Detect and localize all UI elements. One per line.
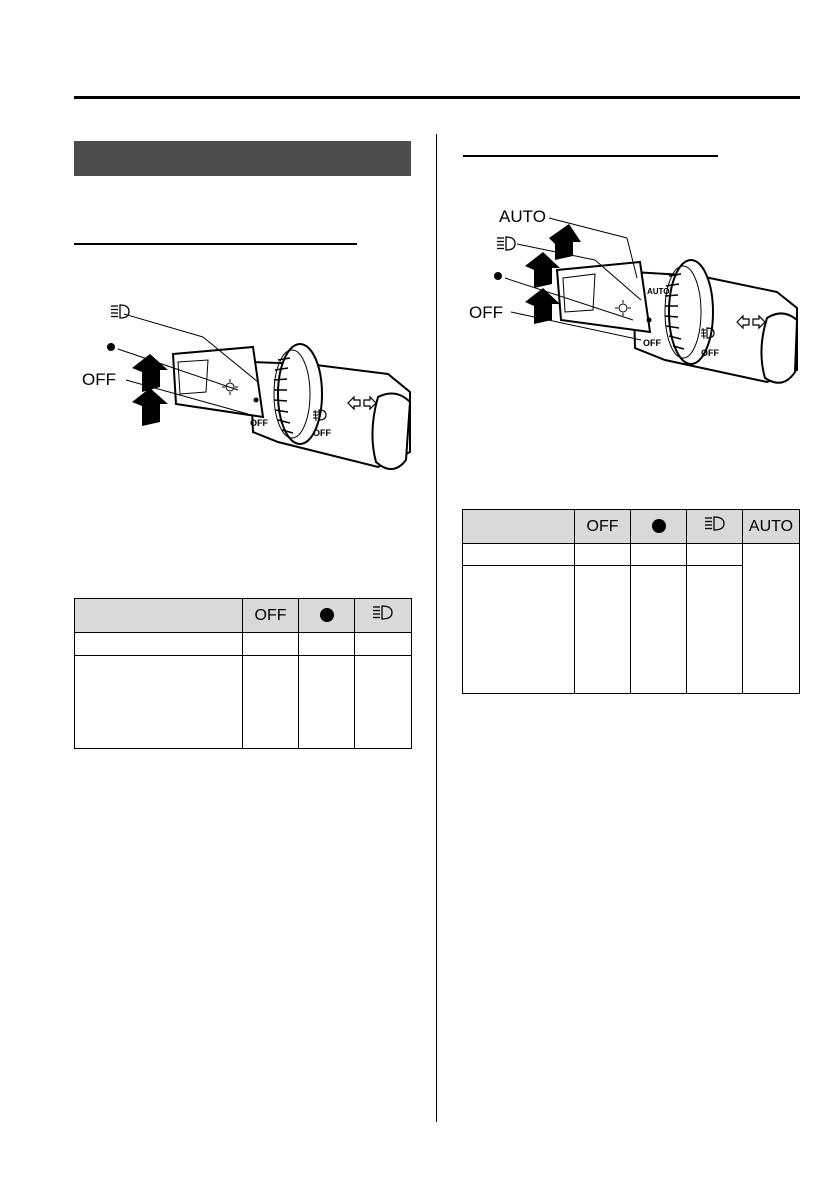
- parking-light-dot-icon: [652, 519, 666, 533]
- headlight-icon: [111, 305, 129, 318]
- column-divider: [436, 134, 437, 1122]
- header-headlight: [355, 599, 412, 633]
- off-label: OFF: [82, 370, 116, 389]
- right-light-table: [462, 509, 800, 694]
- header-blank: [75, 599, 243, 633]
- header-headlight: [687, 510, 743, 544]
- stalk-end-cap: [761, 313, 797, 382]
- knob-auto-text: AUTO: [647, 287, 670, 296]
- table-row: [75, 656, 412, 749]
- header-parking: [631, 510, 687, 544]
- header-off: OFF: [243, 599, 299, 633]
- auto-merged-cell: [743, 544, 800, 694]
- left-light-table: [74, 598, 412, 749]
- table-header-row: [463, 510, 800, 544]
- knob-parking-dot: [254, 398, 259, 403]
- parking-light-dot-icon: [494, 272, 502, 280]
- auto-label: AUTO: [499, 207, 546, 226]
- table-row: [75, 633, 412, 656]
- parking-light-dot-icon: [107, 343, 115, 351]
- off-label: OFF: [469, 303, 503, 322]
- stalk-end-cap: [372, 393, 410, 469]
- headlight-icon: [372, 605, 394, 621]
- header-parking: [299, 599, 355, 633]
- knob-parking-dot: [647, 318, 652, 323]
- leader-line-headlight: [124, 314, 203, 337]
- lighting-lever-figure-left: [78, 292, 412, 478]
- right-subheading-underline: [463, 155, 718, 157]
- knob-off-text: OFF: [250, 418, 268, 428]
- section-heading-bar: [74, 141, 411, 176]
- switch-knob: [173, 347, 263, 417]
- knob-off-text: OFF: [643, 338, 661, 348]
- table-row: [463, 544, 800, 566]
- header-blank: [463, 510, 575, 544]
- ring-off-text: OFF: [313, 428, 331, 438]
- up-arrow-middle: [525, 252, 560, 288]
- header-auto: AUTO: [743, 510, 800, 544]
- parking-light-dot-icon: [320, 608, 334, 622]
- ring-off-text: OFF: [701, 348, 719, 358]
- headlight-icon: [497, 237, 515, 250]
- up-arrow-lower: [132, 388, 168, 426]
- table-header-row: [75, 599, 412, 633]
- headlight-icon: [704, 516, 726, 532]
- page-top-rule: [74, 96, 800, 99]
- left-subheading-underline: [74, 243, 357, 245]
- lighting-lever-figure-right: [465, 200, 800, 388]
- up-arrow-top: [549, 224, 581, 260]
- header-off: OFF: [575, 510, 631, 544]
